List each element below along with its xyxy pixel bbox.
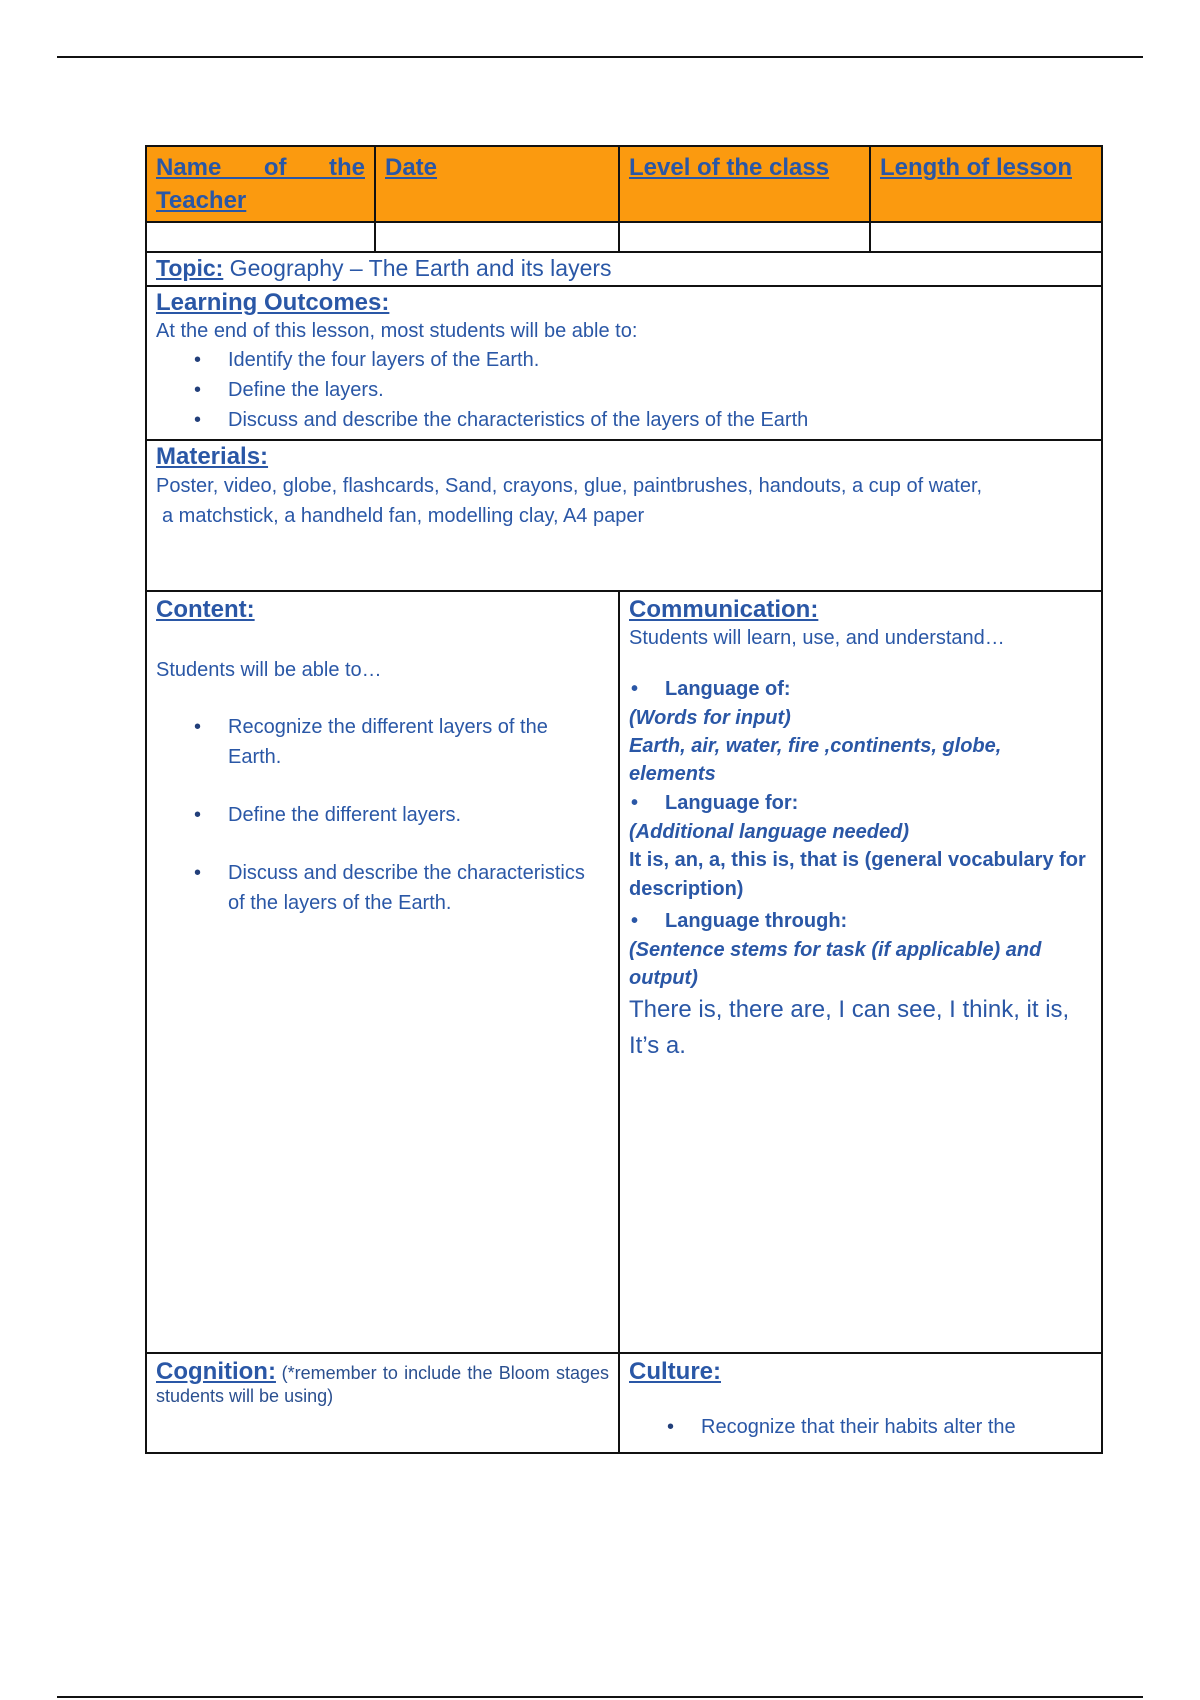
level-value[interactable] bbox=[619, 222, 870, 252]
culture-list bbox=[629, 1412, 1092, 1442]
learning-outcomes-row bbox=[146, 286, 1102, 440]
header-length: Length of lesson bbox=[880, 154, 1072, 181]
language-for-words: It is, an, a, this is, that is (general vocabulary for description) bbox=[629, 849, 1086, 900]
list-item: • Define the layers. bbox=[228, 375, 1092, 405]
lesson-plan-table bbox=[145, 145, 1103, 1454]
topic-cell bbox=[146, 252, 1102, 286]
language-through-note: (Sentence stems for task (if applicable) and output) bbox=[629, 939, 1042, 989]
topic-value: Geography – The Earth and its layers bbox=[223, 255, 612, 281]
communication-label: Communication: bbox=[629, 596, 819, 623]
empty-row bbox=[146, 222, 1102, 252]
learning-outcomes-intro: At the end of this lesson, most students will be able to: bbox=[156, 320, 638, 342]
materials-line-1: Poster, video, globe, flashcards, Sand, crayons, glue, paintbrushes, handouts, a cup of water, bbox=[156, 475, 983, 497]
header-name-teacher-cell bbox=[146, 146, 375, 222]
materials-label: Materials: bbox=[156, 443, 269, 470]
language-through-words: There is, there are, I can see, I think, it is, It’s a. bbox=[629, 996, 1070, 1059]
list-item: • Discuss and describe the characteristics of the layers of the Earth. bbox=[228, 858, 589, 918]
culture-cell bbox=[619, 1353, 1102, 1453]
language-of-note: (Words for input) bbox=[629, 707, 791, 729]
header-row bbox=[146, 146, 1102, 222]
language-through-heading: • Language through: bbox=[629, 906, 1092, 936]
communication-cell bbox=[619, 591, 1102, 1353]
content-cell bbox=[146, 591, 619, 1353]
learning-outcomes-list bbox=[156, 345, 1092, 435]
list-item: • Identify the four layers of the Earth. bbox=[228, 345, 1092, 375]
content-communication-row bbox=[146, 591, 1102, 1353]
communication-intro: Students will learn, use, and understand… bbox=[629, 627, 1005, 649]
header-name-teacher: Name of the Teacher bbox=[156, 154, 365, 214]
list-item: • Discuss and describe the characteristics of the layers of the Earth bbox=[228, 405, 1092, 435]
learning-outcomes-cell bbox=[146, 286, 1102, 440]
materials-line-2: a matchstick, a handheld fan, modelling clay, A4 paper bbox=[162, 505, 645, 527]
header-level: Level of the class bbox=[629, 154, 830, 181]
content-intro: Students will be able to… bbox=[156, 659, 382, 681]
language-for-note: (Additional language needed) bbox=[629, 821, 910, 843]
list-item: • Recognize the different layers of the Earth. bbox=[228, 712, 589, 772]
language-of-words: Earth, air, water, fire ,continents, globe, elements bbox=[629, 735, 1002, 785]
topic-row bbox=[146, 252, 1102, 286]
cognition-culture-row bbox=[146, 1353, 1102, 1453]
content-label: Content: bbox=[156, 596, 255, 623]
name-teacher-value[interactable] bbox=[146, 222, 375, 252]
date-value[interactable] bbox=[375, 222, 619, 252]
list-item: • Define the different layers. bbox=[228, 800, 589, 830]
header-length-cell bbox=[870, 146, 1102, 222]
bottom-rule bbox=[57, 1696, 1143, 1698]
header-date: Date bbox=[385, 154, 438, 181]
cognition-note: (*remember to include the Bloom stages students will be using) bbox=[156, 1363, 609, 1406]
header-level-cell bbox=[619, 146, 870, 222]
culture-label: Culture: bbox=[629, 1358, 721, 1385]
length-value[interactable] bbox=[870, 222, 1102, 252]
language-for-heading: • Language for: bbox=[629, 788, 1092, 818]
materials-row bbox=[146, 440, 1102, 591]
language-of-heading: • Language of: bbox=[629, 674, 1092, 704]
topic-label: Topic: bbox=[156, 255, 224, 281]
cognition-label: Cognition: bbox=[156, 1358, 276, 1385]
materials-cell bbox=[146, 440, 1102, 591]
cognition-cell bbox=[146, 1353, 619, 1453]
content-list bbox=[156, 712, 609, 918]
header-date-cell bbox=[375, 146, 619, 222]
list-item: • Recognize that their habits alter the bbox=[701, 1412, 1092, 1442]
learning-outcomes-label: Learning Outcomes: bbox=[156, 289, 390, 316]
top-rule bbox=[57, 56, 1143, 58]
